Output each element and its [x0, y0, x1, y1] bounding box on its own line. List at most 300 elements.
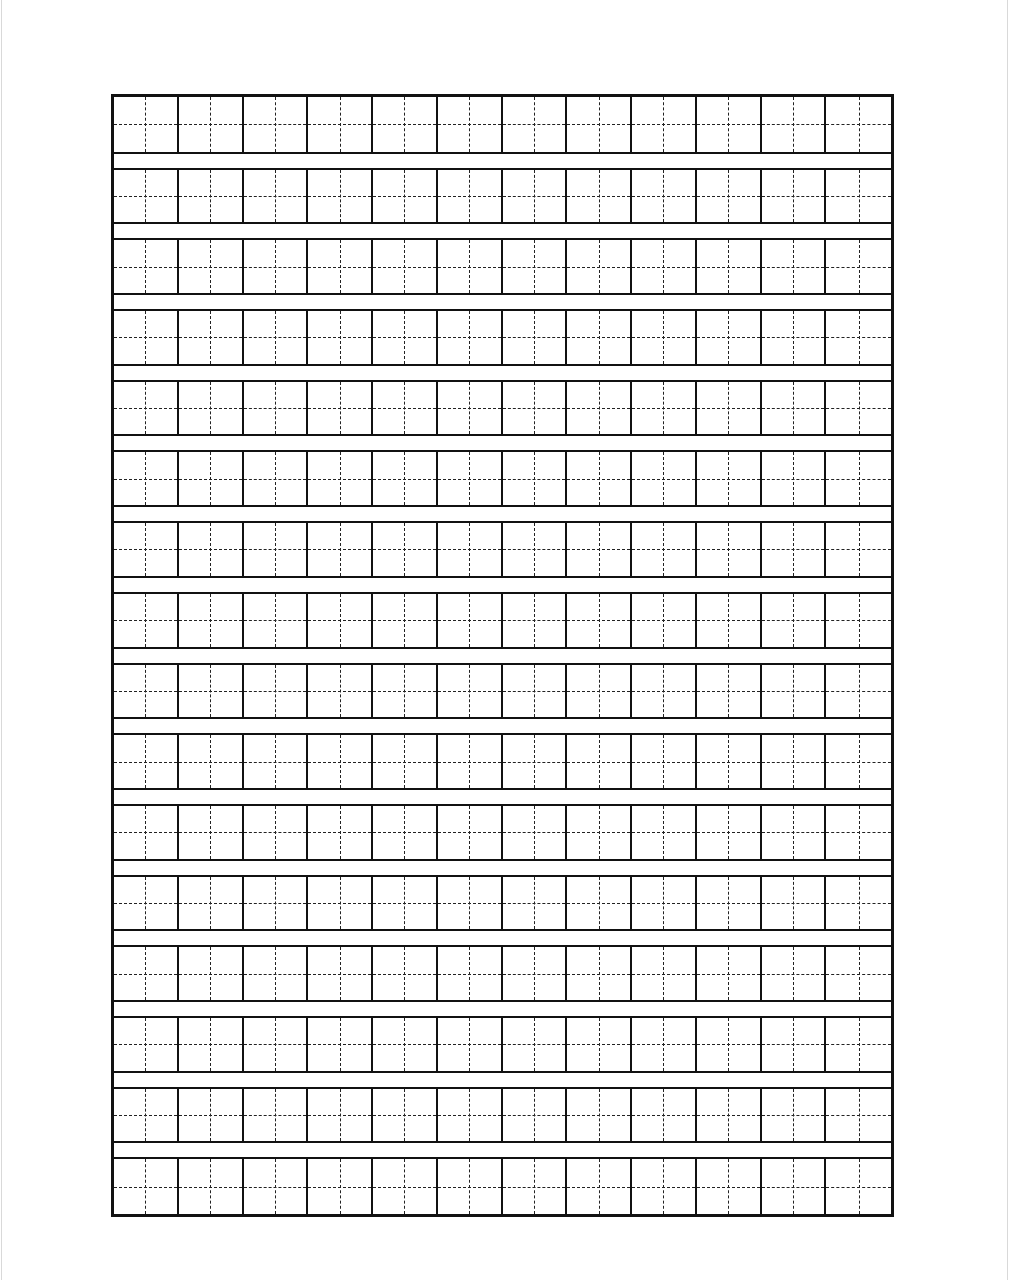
horizontal-guide-line: [697, 337, 760, 338]
horizontal-guide-line: [244, 620, 307, 621]
horizontal-guide-line: [179, 903, 242, 904]
writing-cell: [762, 311, 827, 364]
horizontal-guide-line: [503, 1187, 566, 1188]
writing-cell: [114, 382, 179, 435]
writing-cell: [438, 1089, 503, 1142]
horizontal-guide-line: [632, 974, 695, 975]
writing-cell: [373, 382, 438, 435]
writing-cell: [438, 240, 503, 293]
horizontal-guide-line: [697, 832, 760, 833]
writing-cell: [826, 806, 891, 859]
horizontal-guide-line: [826, 832, 891, 833]
horizontal-guide-line: [308, 549, 371, 550]
horizontal-guide-line: [438, 691, 501, 692]
horizontal-guide-line: [244, 549, 307, 550]
horizontal-guide-line: [632, 620, 695, 621]
writing-cell: [244, 1159, 309, 1214]
writing-cell: [697, 594, 762, 647]
writing-cell: [567, 947, 632, 1000]
horizontal-guide-line: [503, 124, 566, 125]
horizontal-guide-line: [762, 267, 825, 268]
writing-cell: [373, 877, 438, 930]
horizontal-guide-line: [373, 549, 436, 550]
horizontal-guide-line: [308, 832, 371, 833]
grid-row: [114, 238, 891, 295]
writing-cell: [179, 877, 244, 930]
horizontal-guide-line: [826, 337, 891, 338]
horizontal-guide-line: [503, 903, 566, 904]
writing-cell: [826, 594, 891, 647]
horizontal-guide-line: [826, 408, 891, 409]
grid-row: [114, 663, 891, 720]
horizontal-guide-line: [567, 196, 630, 197]
horizontal-guide-line: [114, 337, 177, 338]
horizontal-guide-line: [179, 549, 242, 550]
horizontal-guide-line: [762, 1115, 825, 1116]
horizontal-guide-line: [762, 408, 825, 409]
horizontal-guide-line: [567, 1044, 630, 1045]
writing-cell: [697, 97, 762, 152]
writing-cell: [308, 1018, 373, 1071]
horizontal-guide-line: [762, 974, 825, 975]
writing-cell: [632, 311, 697, 364]
horizontal-guide-line: [114, 479, 177, 480]
writing-cell: [179, 665, 244, 718]
horizontal-guide-line: [503, 549, 566, 550]
writing-cell: [762, 1159, 827, 1214]
writing-cell: [373, 1089, 438, 1142]
horizontal-guide-line: [632, 1115, 695, 1116]
horizontal-guide-line: [308, 1187, 371, 1188]
horizontal-guide-line: [697, 691, 760, 692]
horizontal-guide-line: [632, 832, 695, 833]
horizontal-guide-line: [826, 549, 891, 550]
writing-cell: [244, 311, 309, 364]
writing-cell: [632, 877, 697, 930]
writing-cell: [503, 97, 568, 152]
writing-cell: [373, 594, 438, 647]
writing-cell: [114, 594, 179, 647]
horizontal-guide-line: [308, 267, 371, 268]
writing-cell: [244, 240, 309, 293]
horizontal-guide-line: [632, 196, 695, 197]
writing-cell: [244, 382, 309, 435]
writing-cell: [697, 311, 762, 364]
writing-cell: [826, 311, 891, 364]
horizontal-guide-line: [438, 974, 501, 975]
writing-cell: [697, 1089, 762, 1142]
writing-cell: [438, 1018, 503, 1071]
writing-cell: [826, 1018, 891, 1071]
horizontal-guide-line: [697, 1115, 760, 1116]
writing-cell: [179, 806, 244, 859]
horizontal-guide-line: [438, 1187, 501, 1188]
horizontal-guide-line: [114, 1187, 177, 1188]
horizontal-guide-line: [697, 620, 760, 621]
writing-cell: [114, 1089, 179, 1142]
horizontal-guide-line: [179, 408, 242, 409]
writing-cell: [308, 1089, 373, 1142]
horizontal-guide-line: [244, 1115, 307, 1116]
writing-cell: [114, 735, 179, 788]
horizontal-guide-line: [179, 1115, 242, 1116]
grid-row: [114, 945, 891, 1002]
writing-cell: [503, 452, 568, 505]
horizontal-guide-line: [308, 479, 371, 480]
writing-cell: [826, 735, 891, 788]
horizontal-guide-line: [244, 408, 307, 409]
horizontal-guide-line: [503, 267, 566, 268]
writing-cell: [503, 382, 568, 435]
writing-cell: [503, 1159, 568, 1214]
horizontal-guide-line: [762, 196, 825, 197]
writing-cell: [632, 382, 697, 435]
writing-cell: [179, 523, 244, 576]
horizontal-guide-line: [244, 196, 307, 197]
horizontal-guide-line: [762, 1187, 825, 1188]
writing-cell: [632, 735, 697, 788]
horizontal-guide-line: [762, 762, 825, 763]
horizontal-guide-line: [567, 337, 630, 338]
horizontal-guide-line: [179, 1187, 242, 1188]
horizontal-guide-line: [114, 549, 177, 550]
grid-row: [114, 450, 891, 507]
writing-cell: [826, 523, 891, 576]
writing-cell: [244, 947, 309, 1000]
writing-cell: [567, 240, 632, 293]
writing-cell: [114, 877, 179, 930]
writing-cell: [762, 1089, 827, 1142]
horizontal-guide-line: [762, 691, 825, 692]
writing-cell: [567, 311, 632, 364]
writing-cell: [632, 523, 697, 576]
horizontal-guide-line: [244, 1044, 307, 1045]
writing-cell: [308, 311, 373, 364]
horizontal-guide-line: [114, 903, 177, 904]
horizontal-guide-line: [503, 691, 566, 692]
horizontal-guide-line: [179, 691, 242, 692]
horizontal-guide-line: [438, 762, 501, 763]
writing-cell: [762, 97, 827, 152]
horizontal-guide-line: [762, 549, 825, 550]
writing-cell: [308, 806, 373, 859]
writing-cell: [308, 1159, 373, 1214]
writing-cell: [438, 523, 503, 576]
writing-cell: [179, 1159, 244, 1214]
horizontal-guide-line: [632, 549, 695, 550]
horizontal-guide-line: [308, 1115, 371, 1116]
horizontal-guide-line: [762, 832, 825, 833]
writing-cell: [503, 240, 568, 293]
writing-cell: [632, 1159, 697, 1214]
grid-row: [114, 733, 891, 790]
writing-cell: [179, 311, 244, 364]
horizontal-guide-line: [373, 1187, 436, 1188]
writing-cell: [826, 452, 891, 505]
horizontal-guide-line: [114, 408, 177, 409]
horizontal-guide-line: [762, 903, 825, 904]
writing-cell: [438, 452, 503, 505]
writing-cell: [567, 594, 632, 647]
writing-cell: [308, 665, 373, 718]
writing-cell: [179, 594, 244, 647]
horizontal-guide-line: [308, 762, 371, 763]
writing-cell: [179, 947, 244, 1000]
writing-cell: [114, 311, 179, 364]
grid-row: [114, 592, 891, 649]
writing-cell: [179, 170, 244, 223]
horizontal-guide-line: [308, 903, 371, 904]
writing-cell: [826, 170, 891, 223]
writing-cell: [244, 1018, 309, 1071]
writing-cell: [114, 1159, 179, 1214]
horizontal-guide-line: [826, 267, 891, 268]
horizontal-guide-line: [114, 1115, 177, 1116]
writing-cell: [503, 1018, 568, 1071]
horizontal-guide-line: [438, 1044, 501, 1045]
horizontal-guide-line: [632, 691, 695, 692]
writing-cell: [697, 947, 762, 1000]
writing-cell: [762, 594, 827, 647]
writing-cell: [438, 382, 503, 435]
grid-row: [114, 309, 891, 366]
writing-cell: [438, 877, 503, 930]
horizontal-guide-line: [826, 1044, 891, 1045]
writing-cell: [762, 1018, 827, 1071]
horizontal-guide-line: [567, 1115, 630, 1116]
writing-cell: [762, 806, 827, 859]
horizontal-guide-line: [438, 267, 501, 268]
horizontal-guide-line: [179, 832, 242, 833]
writing-cell: [373, 523, 438, 576]
horizontal-guide-line: [308, 974, 371, 975]
writing-cell: [308, 382, 373, 435]
writing-cell: [438, 735, 503, 788]
writing-cell: [503, 311, 568, 364]
grid-row: [114, 521, 891, 578]
writing-cell: [244, 170, 309, 223]
horizontal-guide-line: [244, 1187, 307, 1188]
horizontal-guide-line: [438, 124, 501, 125]
writing-cell: [438, 311, 503, 364]
writing-cell: [373, 806, 438, 859]
writing-cell: [114, 452, 179, 505]
writing-cell: [697, 806, 762, 859]
writing-cell: [438, 170, 503, 223]
horizontal-guide-line: [308, 337, 371, 338]
writing-cell: [503, 170, 568, 223]
horizontal-guide-line: [179, 124, 242, 125]
horizontal-guide-line: [373, 832, 436, 833]
writing-cell: [244, 452, 309, 505]
horizontal-guide-line: [697, 762, 760, 763]
writing-cell: [244, 1089, 309, 1142]
horizontal-guide-line: [826, 762, 891, 763]
writing-cell: [373, 170, 438, 223]
horizontal-guide-line: [179, 196, 242, 197]
writing-cell: [632, 1089, 697, 1142]
horizontal-guide-line: [567, 124, 630, 125]
writing-cell: [697, 452, 762, 505]
horizontal-guide-line: [438, 337, 501, 338]
horizontal-guide-line: [567, 267, 630, 268]
writing-cell: [826, 877, 891, 930]
horizontal-guide-line: [308, 196, 371, 197]
writing-cell: [826, 1159, 891, 1214]
writing-cell: [114, 665, 179, 718]
horizontal-guide-line: [308, 408, 371, 409]
writing-cell: [114, 806, 179, 859]
grid-row: [114, 1087, 891, 1144]
horizontal-guide-line: [697, 549, 760, 550]
horizontal-guide-line: [373, 620, 436, 621]
horizontal-guide-line: [567, 620, 630, 621]
horizontal-guide-line: [826, 691, 891, 692]
writing-cell: [244, 594, 309, 647]
horizontal-guide-line: [179, 1044, 242, 1045]
horizontal-guide-line: [373, 691, 436, 692]
horizontal-guide-line: [244, 479, 307, 480]
writing-cell: [308, 877, 373, 930]
horizontal-guide-line: [567, 408, 630, 409]
writing-cell: [308, 170, 373, 223]
writing-cell: [438, 947, 503, 1000]
writing-cell: [762, 735, 827, 788]
horizontal-guide-line: [308, 124, 371, 125]
writing-cell: [503, 594, 568, 647]
writing-cell: [373, 311, 438, 364]
writing-cell: [179, 1089, 244, 1142]
horizontal-guide-line: [244, 974, 307, 975]
writing-cell: [373, 947, 438, 1000]
horizontal-guide-line: [697, 124, 760, 125]
writing-cell: [632, 947, 697, 1000]
horizontal-guide-line: [503, 762, 566, 763]
writing-cell: [762, 452, 827, 505]
horizontal-guide-line: [244, 762, 307, 763]
writing-cell: [438, 1159, 503, 1214]
horizontal-guide-line: [244, 903, 307, 904]
horizontal-guide-line: [503, 479, 566, 480]
writing-cell: [373, 665, 438, 718]
horizontal-guide-line: [697, 1044, 760, 1045]
horizontal-guide-line: [438, 620, 501, 621]
horizontal-guide-line: [438, 1115, 501, 1116]
horizontal-guide-line: [567, 762, 630, 763]
horizontal-guide-line: [632, 1187, 695, 1188]
horizontal-guide-line: [826, 620, 891, 621]
horizontal-guide-line: [697, 267, 760, 268]
writing-cell: [438, 97, 503, 152]
writing-cell: [697, 382, 762, 435]
horizontal-guide-line: [762, 479, 825, 480]
writing-cell: [114, 97, 179, 152]
horizontal-guide-line: [762, 124, 825, 125]
horizontal-guide-line: [373, 408, 436, 409]
writing-cell: [762, 665, 827, 718]
horizontal-guide-line: [244, 267, 307, 268]
horizontal-guide-line: [114, 974, 177, 975]
horizontal-guide-line: [826, 196, 891, 197]
horizontal-guide-line: [567, 691, 630, 692]
horizontal-guide-line: [826, 1187, 891, 1188]
writing-cell: [567, 1159, 632, 1214]
horizontal-guide-line: [826, 1115, 891, 1116]
writing-cell: [826, 240, 891, 293]
horizontal-guide-line: [244, 337, 307, 338]
writing-cell: [503, 665, 568, 718]
horizontal-guide-line: [697, 479, 760, 480]
horizontal-guide-line: [244, 691, 307, 692]
horizontal-guide-line: [503, 1044, 566, 1045]
horizontal-guide-line: [762, 337, 825, 338]
writing-cell: [244, 877, 309, 930]
writing-cell: [503, 523, 568, 576]
writing-cell: [438, 594, 503, 647]
writing-cell: [308, 594, 373, 647]
writing-cell: [179, 735, 244, 788]
grid-row: [114, 380, 891, 437]
writing-cell: [567, 806, 632, 859]
writing-cell: [114, 523, 179, 576]
writing-cell: [114, 947, 179, 1000]
horizontal-guide-line: [438, 408, 501, 409]
writing-cell: [503, 735, 568, 788]
writing-cell: [697, 877, 762, 930]
horizontal-guide-line: [244, 832, 307, 833]
writing-cell: [179, 240, 244, 293]
horizontal-guide-line: [567, 549, 630, 550]
horizontal-guide-line: [373, 762, 436, 763]
writing-cell: [179, 1018, 244, 1071]
writing-cell: [567, 382, 632, 435]
writing-cell: [826, 382, 891, 435]
writing-cell: [503, 877, 568, 930]
horizontal-guide-line: [632, 337, 695, 338]
writing-cell: [826, 947, 891, 1000]
horizontal-guide-line: [697, 1187, 760, 1188]
horizontal-guide-line: [632, 479, 695, 480]
grid-row: [114, 1157, 891, 1214]
horizontal-guide-line: [503, 620, 566, 621]
horizontal-guide-line: [179, 620, 242, 621]
horizontal-guide-line: [567, 974, 630, 975]
writing-cell: [567, 1018, 632, 1071]
horizontal-guide-line: [826, 479, 891, 480]
writing-cell: [179, 452, 244, 505]
horizontal-guide-line: [373, 903, 436, 904]
writing-cell: [826, 1089, 891, 1142]
horizontal-guide-line: [632, 267, 695, 268]
horizontal-guide-line: [308, 620, 371, 621]
horizontal-guide-line: [373, 1044, 436, 1045]
page-edge-right: [1007, 0, 1008, 1280]
writing-cell: [503, 947, 568, 1000]
horizontal-guide-line: [373, 124, 436, 125]
writing-cell: [567, 1089, 632, 1142]
writing-cell: [244, 735, 309, 788]
horizontal-guide-line: [179, 479, 242, 480]
writing-cell: [567, 170, 632, 223]
grid-row: [114, 804, 891, 861]
writing-cell: [567, 735, 632, 788]
writing-cell: [697, 170, 762, 223]
horizontal-guide-line: [632, 1044, 695, 1045]
writing-cell: [373, 452, 438, 505]
horizontal-guide-line: [503, 196, 566, 197]
writing-cell: [244, 97, 309, 152]
writing-cell: [438, 665, 503, 718]
